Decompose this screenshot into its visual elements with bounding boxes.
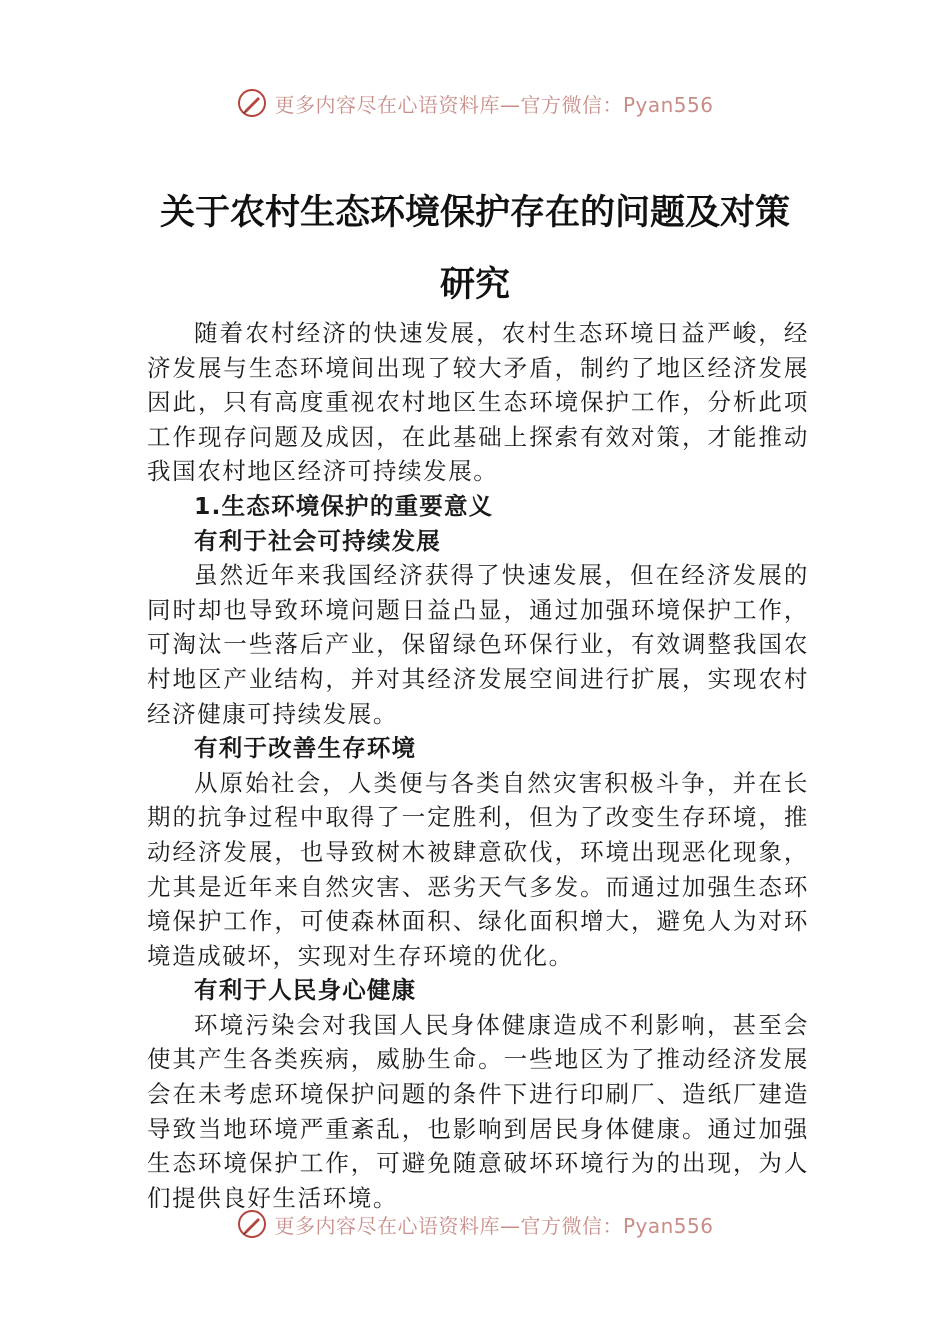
body-paragraph: 环境污染会对我国人民身体健康造成不利影响，甚至会使其产生各类疾病，威胁生命。一些地区为了推动经济发展会在未考虑环境保护问题的条件下进行印刷厂、造纸厂建造导致当地环境严重紊乱，也影响到居民身体健康。通过加强生态环境保护工作，可避免随意破坏环境行为的出现，为人们提供良好生活环境。 xyxy=(147,1010,809,1212)
watermark-footer xyxy=(0,1206,950,1242)
body-paragraph: 从原始社会，人类便与各类自然灾害积极斗争，并在长期的抗争过程中取得了一定胜利，但为了改变生存环境，推动经济发展，也导致树木被肆意砍伐，环境出现恶化现象，尤其是近年来自然灾害、恶劣天气多发。而通过加强生态环境保护工作，可使森林面积、绿化面积增大，避免人为对环境造成破坏，实现对生存环境的优化。 xyxy=(147,768,809,970)
watermark-text: 更多内容尽在心语资料库—官方微信：Pyan556 xyxy=(274,92,714,117)
pen-logo-icon xyxy=(236,1208,268,1240)
watermark-text: 更多内容尽在心语资料库—官方微信：Pyan556 xyxy=(274,1213,714,1238)
section-heading: 1.生态环境保护的重要意义 xyxy=(194,491,494,520)
intro-paragraph: 随着农村经济的快速发展，农村生态环境日益严峻，经济发展与生态环境间出现了较大矛盾，制约了地区经济发展因此，只有高度重视农村地区生态环境保护工作，分析此项工作现存问题及成因，在此基础上探索有效对策，才能推动我国农村地区经济可持续发展。 xyxy=(147,319,809,486)
document-title-line1: 关于农村生态环境保护存在的问题及对策 xyxy=(159,192,790,233)
pen-logo-icon xyxy=(236,87,268,119)
watermark-header xyxy=(0,84,950,122)
document-title-line2: 研究 xyxy=(439,264,510,305)
document-body xyxy=(147,316,809,1215)
subsection-heading: 有利于社会可持续发展 xyxy=(194,526,441,555)
subsection-heading: 有利于改善生存环境 xyxy=(194,734,417,763)
subsection-heading: 有利于人民身心健康 xyxy=(194,976,417,1005)
body-paragraph: 虽然近年来我国经济获得了快速发展，但在经济发展的同时却也导致环境问题日益凸显，通过加强环境保护工作，可淘汰一些落后产业，保留绿色环保行业，有效调整我国农村地区产业结构，并对其经济发展空间进行扩展，实现农村经济健康可持续发展。 xyxy=(147,561,809,728)
